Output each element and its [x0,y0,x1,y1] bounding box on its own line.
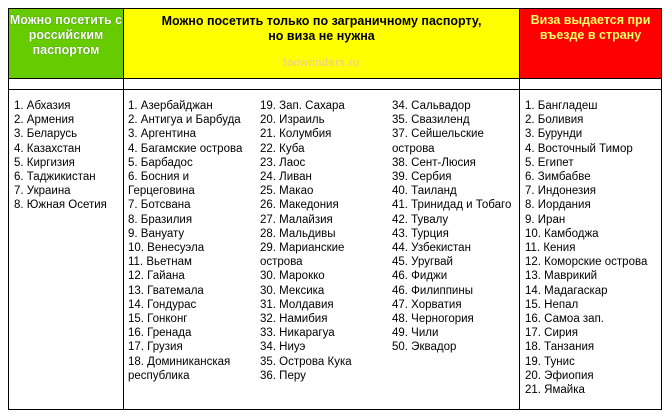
list-item: 26. Македония [260,199,339,212]
list-item: 12. Коморские острова [525,256,648,269]
list-item: 27. Малайзия [260,213,333,226]
no-visa-subcolumn-a [128,99,255,383]
no-visa-subcolumn-b [260,99,390,383]
list-item: 17. Сирия [525,327,578,340]
list-item: 20. Израиль [260,114,325,127]
list-item: 28. Мальдивы [260,227,336,240]
list-item: 18. Танзания [525,341,595,354]
list-item: 11. Кения [525,242,576,255]
no-visa-list-a [128,99,255,383]
visa-on-arrival-cell [520,90,661,409]
list-item: 40. Таиланд [392,185,457,198]
list-item: 7. Украина [14,185,71,198]
visa-table [8,8,662,410]
list-item: 48. Черногория [392,313,474,326]
list-item: 34. Ниуэ [260,341,306,354]
list-item: 49. Чили [392,327,439,340]
list-item: 4. Казахстан [14,142,81,155]
list-item: 34. Сальвадор [392,100,471,112]
list-item: 8. Бразилия [128,213,193,226]
list-item: 14. Гондурас [128,298,197,311]
list-item: 8. Иордания [525,199,591,212]
header-no-visa [124,9,520,79]
spacer-cell [9,79,124,90]
list-item: 44. Узбекистан [392,242,471,255]
list-item: 25. Макао [260,185,314,198]
list-item: 4. Восточный Тимор [525,142,633,155]
list-item: 30. Мексика [260,284,325,297]
header-no-visa-line2: но виза не нужна [268,29,375,43]
list-item: 8. Южная Осетия [14,199,107,212]
list-item: 5. Барбадос [128,156,193,169]
list-item: 10. Камбоджа [525,227,599,240]
list-item: 21. Ямайка [525,384,585,397]
list-item: 5. Египет [525,156,574,169]
list-item: 3. Бурунди [525,128,583,141]
list-item: 13. Маврикий [525,270,598,283]
list-item: 30. Марокко [260,270,325,283]
list-item: 32. Намибия [260,313,328,326]
russian-passport-list [14,99,107,213]
list-item: 19. Зап. Сахара [260,100,345,112]
list-item: 16. Самоа зап. [525,313,604,326]
list-item: 35. Острова Кука [260,355,352,368]
list-item: 29. Марианские острова [260,242,345,269]
list-item: 5. Киргизия [14,156,75,169]
list-item: 23. Лаос [260,156,306,169]
list-item: 37. Сейшельские острова [392,128,484,155]
list-item: 9. Иран [525,213,566,226]
list-item: 1. Бангладеш [525,100,598,112]
list-item: 6. Босния и Герцеговина [128,171,195,198]
spacer-cell [520,79,661,90]
list-item: 9. Вануату [128,227,185,240]
no-visa-list-b [260,99,390,383]
list-item: 24. Ливан [260,171,312,184]
visa-on-arrival-list [525,99,647,397]
header-russian-passport [9,9,124,79]
list-item: 15. Гонконг [128,313,188,326]
list-item: 35. Свазиленд [392,114,470,127]
list-item: 3. Аргентина [128,128,196,141]
list-item: 16. Гренада [128,327,192,340]
list-item: 19. Тунис [525,355,575,368]
list-item: 45. Уругвай [392,256,453,269]
list-item: 20. Эфиопия [525,369,594,382]
list-item: 12. Гайана [128,270,185,283]
list-item: 43. Турция [392,227,449,240]
list-item: 1. Азербайджан [128,100,213,112]
list-item: 10. Венесуэла [128,242,205,255]
spacer-cell [124,79,520,90]
list-item: 14. Мадагаскар [525,284,608,297]
list-item: 2. Боливия [525,114,584,127]
list-item: 38. Сент-Люсия [392,156,476,169]
list-item: 13. Гватемала [128,284,204,297]
list-item: 18. Доминиканская республика [128,355,231,382]
list-item: 6. Таджикистан [14,171,96,184]
list-item: 33. Никарагуа [260,327,335,340]
list-item: 46. Фиджи [392,270,448,283]
list-item: 39. Сербия [392,171,452,184]
list-item: 47. Хорватия [392,298,462,311]
list-item: 31. Молдавия [260,298,334,311]
list-item: 42. Тувалу [392,213,449,226]
list-item: 41. Тринидад и Тобаго [392,199,512,212]
list-item: 46. Филиппины [392,284,473,297]
list-item: 1. Абхазия [14,100,71,112]
list-item: 36. Перу [260,369,306,382]
no-visa-list-c [392,99,516,355]
list-item: 11. Вьетнам [128,256,192,269]
list-item: 21. Колумбия [260,128,332,141]
header-no-visa-text [124,9,519,44]
list-item: 7. Ботсвана [128,199,191,212]
russian-passport-cell [9,90,124,409]
no-visa-cell [124,90,520,409]
watermark-text: toowonders.ru [283,57,360,69]
header-russian-passport-text: Можно посетить с российским паспортом [9,13,123,57]
header-no-visa-line1: Можно посетить только по заграничному паспорту, [161,14,482,28]
list-item: 6. Зимбабве [525,171,591,184]
list-item: 2. Армения [14,114,75,127]
list-item: 50. Эквадор [392,341,457,354]
list-item: 4. Багамские острова [128,142,243,155]
list-item: 7. Индонезия [525,185,596,198]
list-item: 2. Антигуа и Барбуда [128,114,241,127]
header-visa-on-arrival-text: Виза выдается при въезде в страну [530,13,651,42]
list-item: 17. Грузия [128,341,183,354]
no-visa-subcolumn-c [392,99,516,355]
list-item: 15. Непал [525,298,579,311]
list-item: 3. Беларусь [14,128,78,141]
list-item: 22. Куба [260,142,305,155]
header-visa-on-arrival [520,9,661,79]
